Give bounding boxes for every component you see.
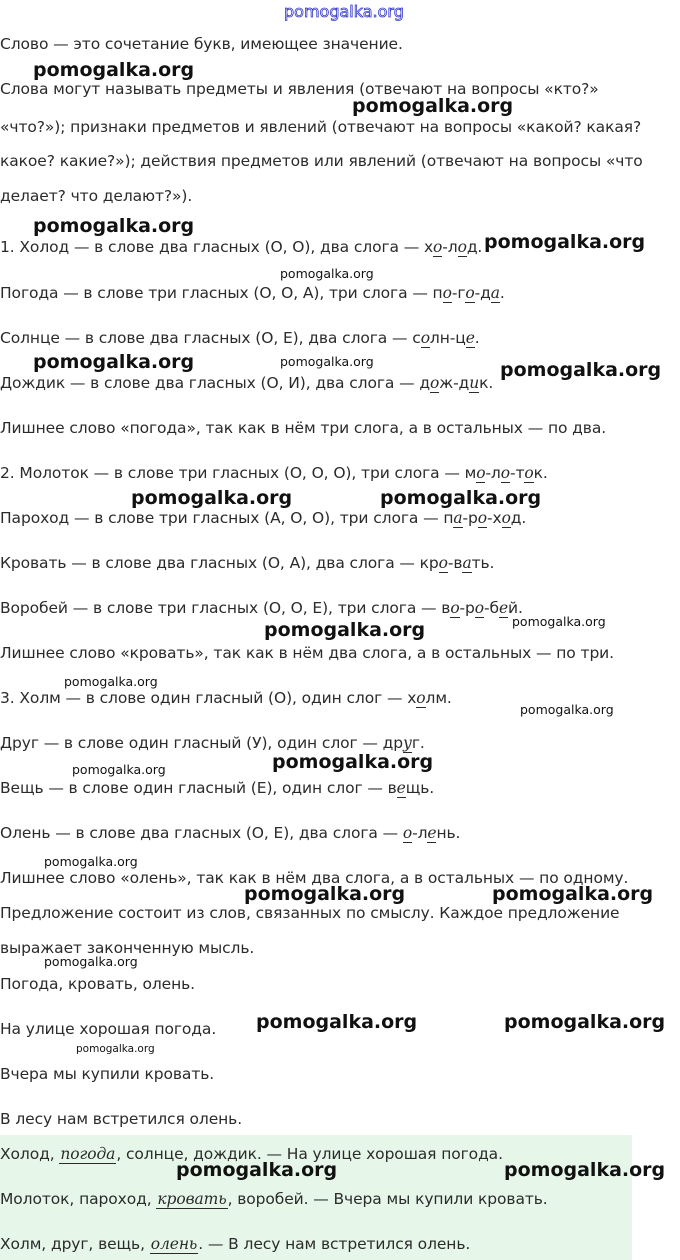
watermark-logo: pomogalka.org xyxy=(492,883,654,905)
underlined-word: погода xyxy=(60,1145,116,1163)
extra-words-list: Погода, кровать, олень. xyxy=(0,975,195,993)
vowel-mark: о xyxy=(457,238,467,256)
vowel-mark: а xyxy=(490,284,500,302)
paragraph-line: какое? какие?»); действия предметов или явлений (отвечают на вопросы «что xyxy=(0,152,643,170)
vowel-mark: и xyxy=(469,374,480,392)
definition-sentence: Предложение состоит из слов, связанных по смыслу. Каждое предложение xyxy=(0,904,620,922)
vowel-mark: о xyxy=(442,284,452,302)
watermark-logo: pomogalka.org xyxy=(512,614,606,629)
paragraph-line: делает? что делают?»). xyxy=(0,187,193,205)
vowel-mark: о xyxy=(500,464,510,482)
watermark-logo: pomogalka.org xyxy=(264,619,426,641)
vowel-mark: о xyxy=(402,824,413,842)
watermark-logo: pomogalka.org xyxy=(33,59,195,81)
watermark-logo: pomogalka.org xyxy=(131,487,293,509)
paragraph-line: «что?»); признаки предметов и явлений (отвечают на вопросы «какой? какая? xyxy=(0,118,642,136)
analysis-line: Кровать — в слове два гласных (О, А), два слога — кро-вать. xyxy=(0,554,495,572)
watermark-logo: pomogalka.org xyxy=(272,751,434,773)
watermark-logo: pomogalka.org xyxy=(44,854,138,869)
definition-word: Слово — это сочетание букв, имеющее значение. xyxy=(0,35,403,53)
watermark-logo: pomogalka.org xyxy=(256,1011,418,1033)
example-sentence: На улице хорошая погода. xyxy=(0,1020,217,1038)
vowel-mark: е xyxy=(465,329,475,347)
extra-word-note: Лишнее слово «погода», так как в нём три слога, а в остальных — по два. xyxy=(0,419,607,437)
vowel-mark: е xyxy=(427,824,437,842)
summary-row: Молоток, пароход, кровать, воробей. — Вчера мы купили кровать. xyxy=(0,1190,548,1208)
vowel-mark: а xyxy=(462,554,472,572)
vowel-mark: о xyxy=(433,238,443,256)
extra-word-note: Лишнее слово «кровать», так как в нём два слога, а в остальных — по три. xyxy=(0,644,614,662)
vowel-mark: е xyxy=(498,599,509,617)
vowel-mark: а xyxy=(453,509,463,527)
analysis-line: Друг — в слове один гласный (У), один слог — друг. xyxy=(0,734,425,752)
watermark-logo: pomogalka.org xyxy=(64,674,158,689)
vowel-mark: о xyxy=(465,284,475,302)
watermark-logo: pomogalka.org xyxy=(176,1159,338,1181)
watermark-logo: pomogalka.org xyxy=(44,954,138,969)
vowel-mark: о xyxy=(438,554,448,572)
vowel-mark: о xyxy=(429,374,440,392)
watermark-logo: pomogalka.org xyxy=(72,762,166,777)
example-sentence: В лесу нам встретился олень. xyxy=(0,1110,243,1128)
analysis-line: Погода — в слове три гласных (О, О, А), три слога — по-го-да. xyxy=(0,284,505,302)
analysis-line: Дождик — в слове два гласных (О, И), два слога — дож-дик. xyxy=(0,374,494,392)
watermark-logo: pomogalka.org xyxy=(280,266,374,281)
vowel-mark: о xyxy=(524,464,534,482)
analysis-line: Вещь — в слове один гласный (Е), один слог — вещь. xyxy=(0,779,435,797)
underlined-word: олень xyxy=(150,1235,198,1253)
watermark-logo: pomogalka.org xyxy=(33,351,195,373)
vowel-mark: о xyxy=(474,599,485,617)
summary-row: Холод, погода, солнце, дождик. — На улице хорошая погода. xyxy=(0,1145,503,1163)
analysis-line: Воробей — в слове три гласных (О, О, Е), три слога — во-ро-бей. xyxy=(0,599,523,617)
vowel-mark: у xyxy=(402,734,412,752)
vowel-mark: о xyxy=(420,329,430,347)
watermark-logo: pomogalka.org xyxy=(484,231,646,253)
example-sentence: Вчера мы купили кровать. xyxy=(0,1065,215,1083)
vowel-mark: о xyxy=(501,509,511,527)
vowel-mark: о xyxy=(476,464,486,482)
analysis-line: Солнце — в слове два гласных (О, Е), два слога — солн-це. xyxy=(0,329,480,347)
watermark-logo: pomogalka.org xyxy=(244,883,406,905)
watermark-logo: pomogalka.org xyxy=(280,354,374,369)
summary-row: Холм, друг, вещь, олень. — В лесу нам встретился олень. xyxy=(0,1235,471,1253)
underlined-word: кровать xyxy=(157,1190,227,1208)
watermark-logo: pomogalka.org xyxy=(33,215,195,237)
watermark-logo: pomogalka.org xyxy=(504,1159,666,1181)
analysis-line: Олень — в слове два гласных (О, Е), два слога — о-лень. xyxy=(0,824,461,842)
analysis-line: 3. Холм — в слове один гласный (О), один слог — холм. xyxy=(0,689,452,707)
watermark-logo: pomogalka.org xyxy=(504,1011,666,1033)
watermark-logo: pomogalka.org xyxy=(76,1043,155,1055)
analysis-line: Пароход — в слове три гласных (А, О, О), три слога — па-ро-ход. xyxy=(0,509,527,527)
watermark-logo: pomogalka.org xyxy=(284,2,404,21)
watermark-logo: pomogalka.org xyxy=(380,487,542,509)
watermark-logo: pomogalka.org xyxy=(520,702,614,717)
paragraph-line: Слова могут называть предметы и явления (отвечают на вопросы «кто?» xyxy=(0,80,599,98)
vowel-mark: о xyxy=(477,509,487,527)
vowel-mark: е xyxy=(396,779,406,797)
extra-word-note: Лишнее слово «олень», так как в нём два слога, а в остальных — по одному. xyxy=(0,869,629,887)
analysis-line: 1. Холод — в слове два гласных (О, О), два слога — хо-лод. xyxy=(0,238,483,256)
analysis-line: 2. Молоток — в слове три гласных (О, О, О), три слога — мо-ло-ток. xyxy=(0,464,548,482)
vowel-mark: о xyxy=(416,689,426,707)
definition-sentence: выражает законченную мысль. xyxy=(0,939,255,957)
watermark-logo: pomogalka.org xyxy=(352,95,514,117)
watermark-logo: pomogalka.org xyxy=(500,359,662,381)
vowel-mark: о xyxy=(450,599,460,617)
